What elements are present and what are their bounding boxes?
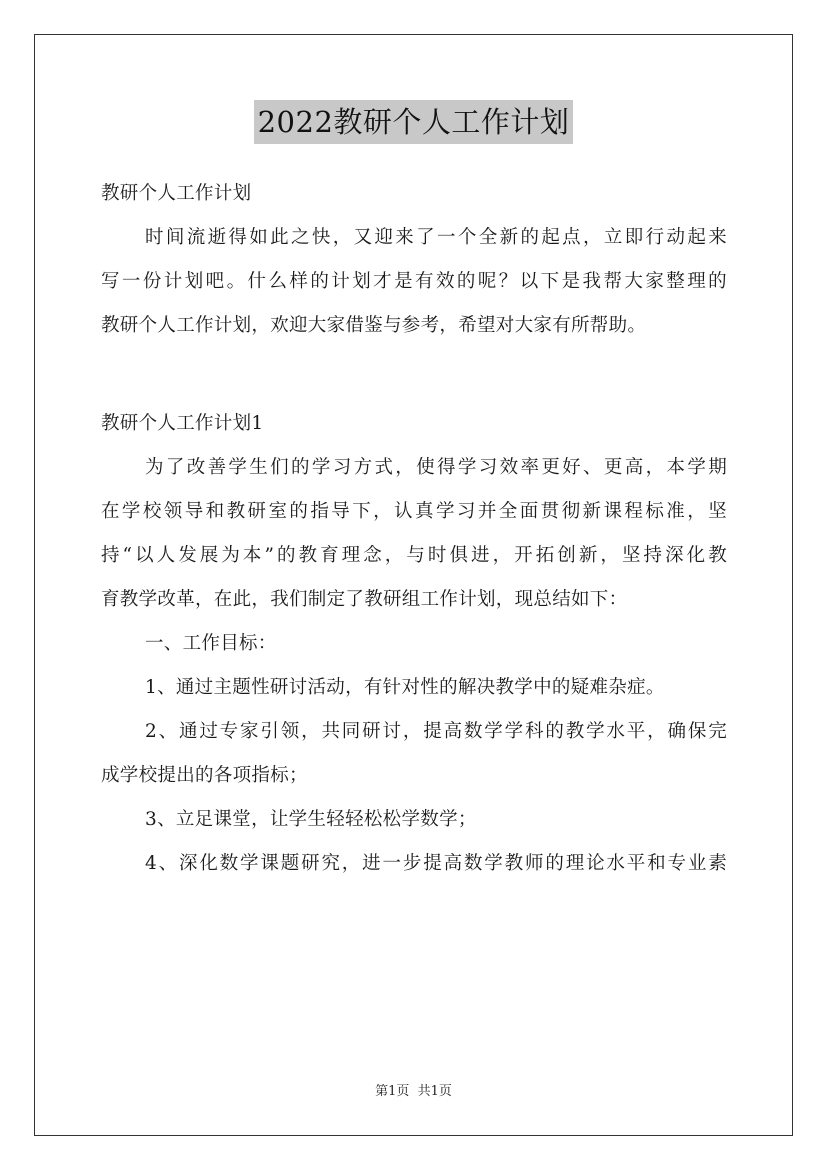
title-area (0, 100, 827, 144)
paragraph-gap (101, 348, 727, 402)
document-body (101, 172, 727, 886)
paragraph-line: 教研个人工作计划，欢迎大家借鉴与参考，希望对大家有所帮助。 (101, 315, 647, 336)
paragraph-line: 在学校领导和教研室的指导下，认真学习并全面贯彻新课程标准，坚 (101, 501, 727, 522)
paragraph-line: 育教学改革，在此，我们制定了教研组工作计划，现总结如下： (101, 589, 628, 610)
paragraph-line: 为了改善学生们的学习方式，使得学习效率更好、更高，本学期 (145, 457, 727, 478)
paragraph-line: 持“以人发展为本”的教育理念，与时俱进，开拓创新，坚持深化教 (101, 545, 727, 566)
list-item: 1、通过主题性研讨活动，有针对性的解决教学中的疑难杂症。 (145, 677, 665, 698)
paragraph-line: 写一份计划吧。什么样的计划才是有效的呢？以下是我帮大家整理的 (101, 271, 727, 292)
list-item: 2、通过专家引领，共同研讨，提高数学学科的教学水平，确保完 (145, 721, 727, 742)
page-footer (0, 1083, 827, 1101)
list-item: 3、立足课堂，让学生轻轻松松学数学； (145, 809, 477, 830)
document-title: 2022教研个人工作计划 (254, 100, 574, 144)
list-item-continuation: 成学校提出的各项指标； (101, 765, 308, 786)
list-item: 4、深化数学课题研究，进一步提高数学教师的理论水平和专业素 (145, 853, 727, 874)
section-heading: 教研个人工作计划 (101, 183, 252, 204)
paragraph-line: 时间流逝得如此之快，又迎来了一个全新的起点，立即行动起来 (145, 227, 727, 248)
list-heading: 一、工作目标： (145, 633, 277, 654)
page-total: 共1页 (417, 1084, 452, 1099)
section-heading: 教研个人工作计划1 (101, 413, 264, 434)
page-number: 第1页 (375, 1084, 410, 1099)
